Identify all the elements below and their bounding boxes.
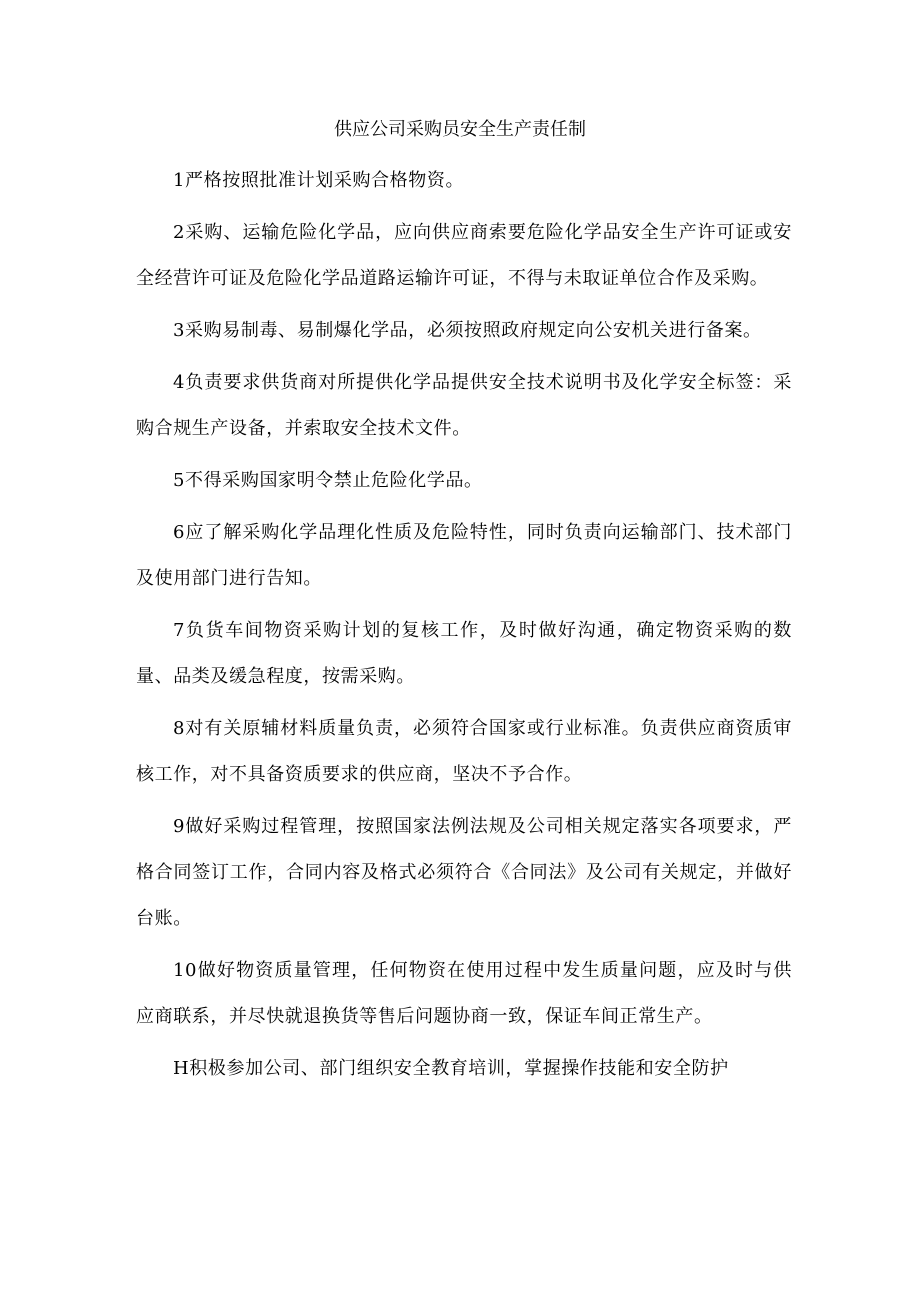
clause-11: H积极参加公司、部门组织安全教育培训，掌握操作技能和安全防护 <box>173 1058 729 1079</box>
clause-7: 7负货车间物资采购计划的复核工作，及时做好沟通，确定物资采购的数量、品类及缓急程度，按需采购。 <box>136 620 792 687</box>
clause-8: 8对有关原辅材料质量负责，必须符合国家或行业标准。负责供应商资质审核工作，对不具备资质要求的供应商，坚决不予合作。 <box>136 718 792 785</box>
clause-1: 1严格按照批准计划采购合格物资。 <box>173 170 465 191</box>
clause-3: 3采购易制毒、易制爆化学品，必须按照政府规定向公安机关进行备案。 <box>173 320 762 341</box>
document-title: 供应公司采购员安全生产责任制 <box>334 119 586 140</box>
clause-2: 2采购、运输危险化学品，应向供应商索要危险化学品安全生产许可证或安全经营许可证及危险化学品道路运输许可证，不得与未取证单位合作及采购。 <box>136 222 792 289</box>
clause-4: 4负责要求供货商对所提供化学品提供安全技术说明书及化学安全标签：采购合规生产设备，并索取安全技术文件。 <box>136 372 792 439</box>
clause-6: 6应了解采购化学品理化性质及危险特性，同时负责向运输部门、技术部门及使用部门进行告知。 <box>136 522 792 589</box>
clause-10: 10做好物资质量管理，任何物资在使用过程中发生质量问题，应及时与供应商联系，并尽快就退换货等售后问题协商一致，保证车间正常生产。 <box>136 960 792 1027</box>
clause-5: 5不得采购国家明令禁止危险化学品。 <box>173 470 483 491</box>
document-body <box>136 158 792 1098</box>
clause-9: 9做好采购过程管理，按照国家法例法规及公司相关规定落实各项要求，严格合同签订工作，合同内容及格式必须符合《合同法》及公司有关规定，并做好台账。 <box>136 816 792 929</box>
